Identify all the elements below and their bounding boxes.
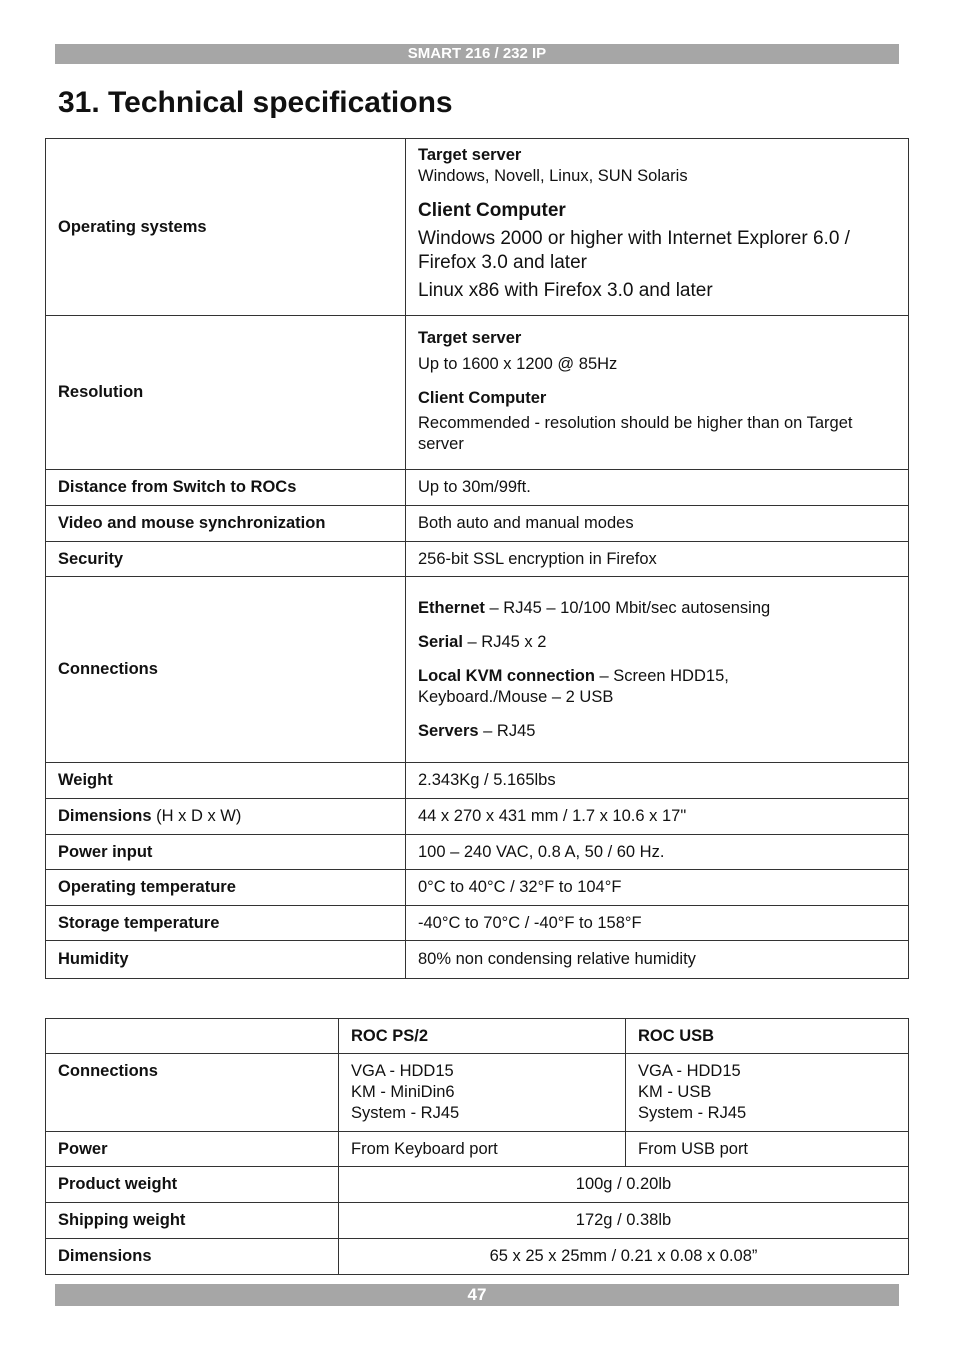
spec-value-power: 100 – 240 VAC, 0.8 A, 50 / 60 Hz.: [406, 835, 909, 870]
conn-kvm-val: – Screen HDD15,: [594, 666, 729, 685]
table-row: [46, 763, 909, 799]
spec-value-weight: 2.343Kg / 5.165lbs: [406, 763, 909, 799]
spec-label-os: Operating systems: [46, 139, 406, 316]
roc-usb-conn-1: KM - USB: [638, 1083, 712, 1101]
roc-label-power: Power: [46, 1132, 339, 1167]
spec-value-dimensions: 44 x 270 x 431 mm / 1.7 x 10.6 x 17": [406, 799, 909, 835]
conn-servers-key: Servers: [418, 721, 479, 740]
roc-usb-connections: [626, 1054, 909, 1132]
dimensions-label-suffix: (H x D x W): [151, 807, 242, 825]
os-client-title: Client Computer: [418, 200, 566, 221]
roc-header-blank: [46, 1019, 339, 1054]
spec-label-connections: Connections: [46, 577, 406, 763]
roc-value-dimensions: 65 x 25 x 25mm / 0.21 x 0.08 x 0.08”: [339, 1239, 909, 1275]
roc-ps2-power: From Keyboard port: [339, 1132, 626, 1167]
page-number: 47: [55, 1284, 899, 1306]
res-target-value: Up to 1600 x 1200 @ 85Hz: [418, 355, 618, 373]
conn-serial: [418, 632, 896, 653]
res-client-title: Client Computer: [418, 389, 547, 407]
spec-value-op-temp: 0°C to 40°C / 32°F to 104°F: [406, 870, 909, 906]
table-row: [46, 542, 909, 577]
roc-usb-conn-0: VGA - HDD15: [638, 1062, 741, 1080]
os-client-line1: Windows 2000 or higher with Internet Explorer 6.0 / Firefox 3.0 and later: [418, 228, 850, 273]
roc-ps2-conn-0: VGA - HDD15: [351, 1062, 454, 1080]
spec-label-storage-temp: Storage temperature: [46, 906, 406, 941]
os-client-line2: Linux x86 with Firefox 3.0 and later: [418, 280, 713, 301]
spec-value-storage-temp: -40°C to 70°C / -40°F to 158°F: [406, 906, 909, 941]
conn-ethernet: [418, 598, 896, 619]
table-row: [46, 870, 909, 906]
spec-value-os: [406, 139, 909, 316]
table-row: [46, 1239, 909, 1275]
spec-value-sync: Both auto and manual modes: [406, 506, 909, 542]
conn-kvm: [418, 666, 896, 687]
roc-value-product-weight: 100g / 0.20lb: [339, 1167, 909, 1203]
spec-label-dimensions: [46, 799, 406, 835]
res-client-value: Recommended - resolution should be higher than on Target server: [418, 414, 853, 453]
table-row: [46, 799, 909, 835]
table-row: [46, 470, 909, 506]
spec-label-power: Power input: [46, 835, 406, 870]
roc-label-product-weight: Product weight: [46, 1167, 339, 1203]
table-row: [46, 577, 909, 763]
table-row: [46, 1019, 909, 1054]
spec-label-weight: Weight: [46, 763, 406, 799]
table-row: [46, 1054, 909, 1132]
spec-label-security: Security: [46, 542, 406, 577]
spec-label-op-temp: Operating temperature: [46, 870, 406, 906]
table-row: [46, 1167, 909, 1203]
table-row: [46, 139, 909, 316]
conn-kvm-line2: Keyboard./Mouse – 2 USB: [418, 687, 614, 706]
roc-usb-conn-2: System - RJ45: [638, 1104, 747, 1122]
spec-value-distance: Up to 30m/99ft.: [406, 470, 909, 506]
conn-ethernet-key: Ethernet: [418, 598, 485, 617]
os-target-value: Windows, Novell, Linux, SUN Solaris: [418, 167, 688, 185]
spec-value-humidity: 80% non condensing relative humidity: [406, 941, 909, 979]
conn-serial-val: – RJ45 x 2: [462, 632, 547, 651]
dimensions-label: Dimensions: [58, 807, 152, 825]
roc-value-shipping-weight: 172g / 0.38lb: [339, 1203, 909, 1239]
res-target-title: Target server: [418, 329, 522, 347]
table-row: [46, 506, 909, 542]
table-row: [46, 835, 909, 870]
os-target-title: Target server: [418, 146, 522, 164]
conn-kvm-key: Local KVM connection: [418, 666, 595, 685]
roc-ps2-conn-1: KM - MiniDin6: [351, 1083, 455, 1101]
roc-label-dimensions: Dimensions: [46, 1239, 339, 1275]
spec-label-humidity: Humidity: [46, 941, 406, 979]
table-row: [46, 316, 909, 470]
roc-ps2-conn-2: System - RJ45: [351, 1104, 460, 1122]
conn-serial-key: Serial: [418, 632, 463, 651]
spec-label-resolution: Resolution: [46, 316, 406, 470]
roc-label-shipping-weight: Shipping weight: [46, 1203, 339, 1239]
conn-servers: [418, 721, 896, 742]
table-row: [46, 941, 909, 979]
roc-header-ps2: ROC PS/2: [339, 1019, 626, 1054]
page-header: SMART 216 / 232 IP: [55, 44, 899, 64]
roc-ps2-connections: [339, 1054, 626, 1132]
conn-ethernet-val: – RJ45 – 10/100 Mbit/sec autosensing: [484, 598, 771, 617]
spec-table: [45, 138, 909, 979]
roc-table: [45, 1018, 909, 1275]
spec-value-resolution: [406, 316, 909, 470]
spec-label-sync: Video and mouse synchronization: [46, 506, 406, 542]
table-row: [46, 1203, 909, 1239]
page-title: 31. Technical specifications: [58, 86, 453, 119]
roc-label-connections: Connections: [46, 1054, 339, 1132]
table-row: [46, 1132, 909, 1167]
table-row: [46, 906, 909, 941]
spec-value-connections: [406, 577, 909, 763]
conn-servers-val: – RJ45: [478, 721, 536, 740]
roc-header-usb: ROC USB: [626, 1019, 909, 1054]
roc-usb-power: From USB port: [626, 1132, 909, 1167]
spec-value-security: 256-bit SSL encryption in Firefox: [406, 542, 909, 577]
spec-label-distance: Distance from Switch to ROCs: [46, 470, 406, 506]
